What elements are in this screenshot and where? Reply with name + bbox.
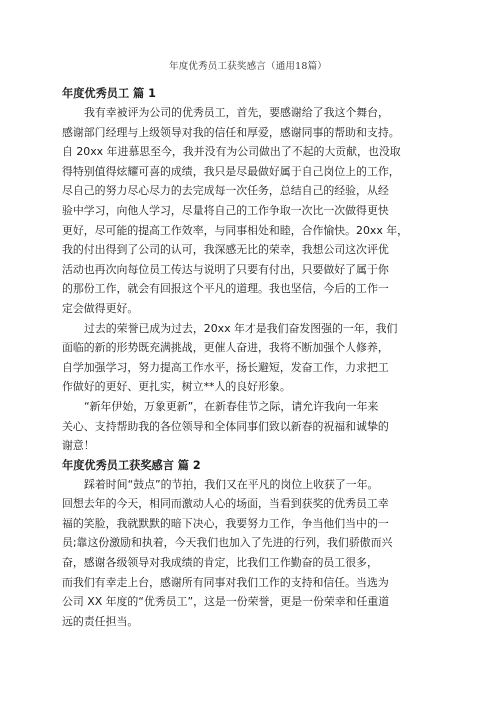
text-line: 过去的荣誉已成为过去，20xx 年才是我们奋发图强的一年，我们 <box>84 321 398 335</box>
text-line: 活动也再次向每位员工传达与说明了只要有付出，只要做好了属于你 <box>62 262 389 276</box>
text-line: 作做好的更好、更扎实，树立**人的良好形象。 <box>62 380 291 394</box>
paragraph <box>62 397 434 456</box>
document-body <box>62 84 434 631</box>
paragraph <box>62 103 434 319</box>
text-line: 踩着时间“鼓点”的节拍，我们又在平凡的岗位上收获了一年。 <box>84 477 379 491</box>
text-line: “新年伊始，万象更新”，在新春佳节之际，请允许我向一年来 <box>84 399 379 413</box>
text-line: 谢意！ <box>62 439 95 453</box>
text-line: 自 20xx 年进慕思至今，我并没有为公司做出了不起的大贡献，也没取 <box>62 145 401 159</box>
text-line: 定会做得更好。 <box>62 301 139 315</box>
section-heading: 年度优秀员工获奖感言 篇 2 <box>62 458 201 472</box>
text-line: 验中学习，向他人学习，尽量将自己的工作争取一次比一次做得更快 <box>62 203 389 217</box>
section-heading: 年度优秀员工 篇 1 <box>62 87 156 100</box>
text-line: 而我们有幸走上台，感谢所有同事对我们工作的支持和信任。当选为 <box>62 575 389 589</box>
paragraph <box>62 319 434 397</box>
paragraph <box>62 475 434 632</box>
text-line: 奋，感谢各级领导对我成绩的肯定，比我们工作勤奋的员工很多， <box>62 556 378 570</box>
text-line: 关心、支持帮助我的各位领导和全体同事们致以新春的祝福和诚挚的 <box>62 419 389 433</box>
text-line: 回想去年的今天，相同而激动人心的场面，当看到获奖的优秀员工幸 <box>62 497 389 511</box>
text-line: 更好，尽可能的提高工作效率，与同事相处和睦，合作愉快。20xx 年， <box>62 223 409 237</box>
text-line: 福的笑脸，我就默默的暗下决心，我要努力工作，争当他们当中的一 <box>62 516 389 530</box>
text-line: 自学加强学习，努力提高工作水平，扬长避短，发奋工作，力求把工 <box>62 360 389 374</box>
text-line: 我有幸被评为公司的优秀员工，首先，要感谢给了我这个舞台， <box>84 106 389 119</box>
text-line: 员;靠这份激励和执着，今天我们也加入了先进的行列，我们骄傲而兴 <box>62 536 393 550</box>
text-line: 面临的新的形势既充满挑战，更催人奋进，我将不断加强个人修养， <box>62 341 389 355</box>
document-title: 年度优秀员工获奖感言（通用18篇） <box>169 61 327 72</box>
text-line: 我的付出得到了公司的认可，我深感无比的荣幸，我想公司这次评优 <box>62 243 389 257</box>
text-line: 尽自己的努力尽心尽力的去完成每一次任务，总结自己的经验，从经 <box>62 184 389 198</box>
text-line: 得特别值得炫耀可喜的成绩，我只是尽最做好属于自己岗位上的工作， <box>62 164 400 178</box>
text-line: 公司 XX 年度的“优秀员工”，这是一份荣誉，更是一份荣幸和任重道 <box>62 595 390 609</box>
text-line: 感谢部门经理与上级领导对我的信任和厚爱，感谢同事的帮助和支持。 <box>62 125 400 139</box>
text-line: 远的责任担当。 <box>62 614 139 628</box>
text-line: 的那份工作，就会有回报这个平凡的道理。我也坚信，今后的工作一 <box>62 282 389 296</box>
